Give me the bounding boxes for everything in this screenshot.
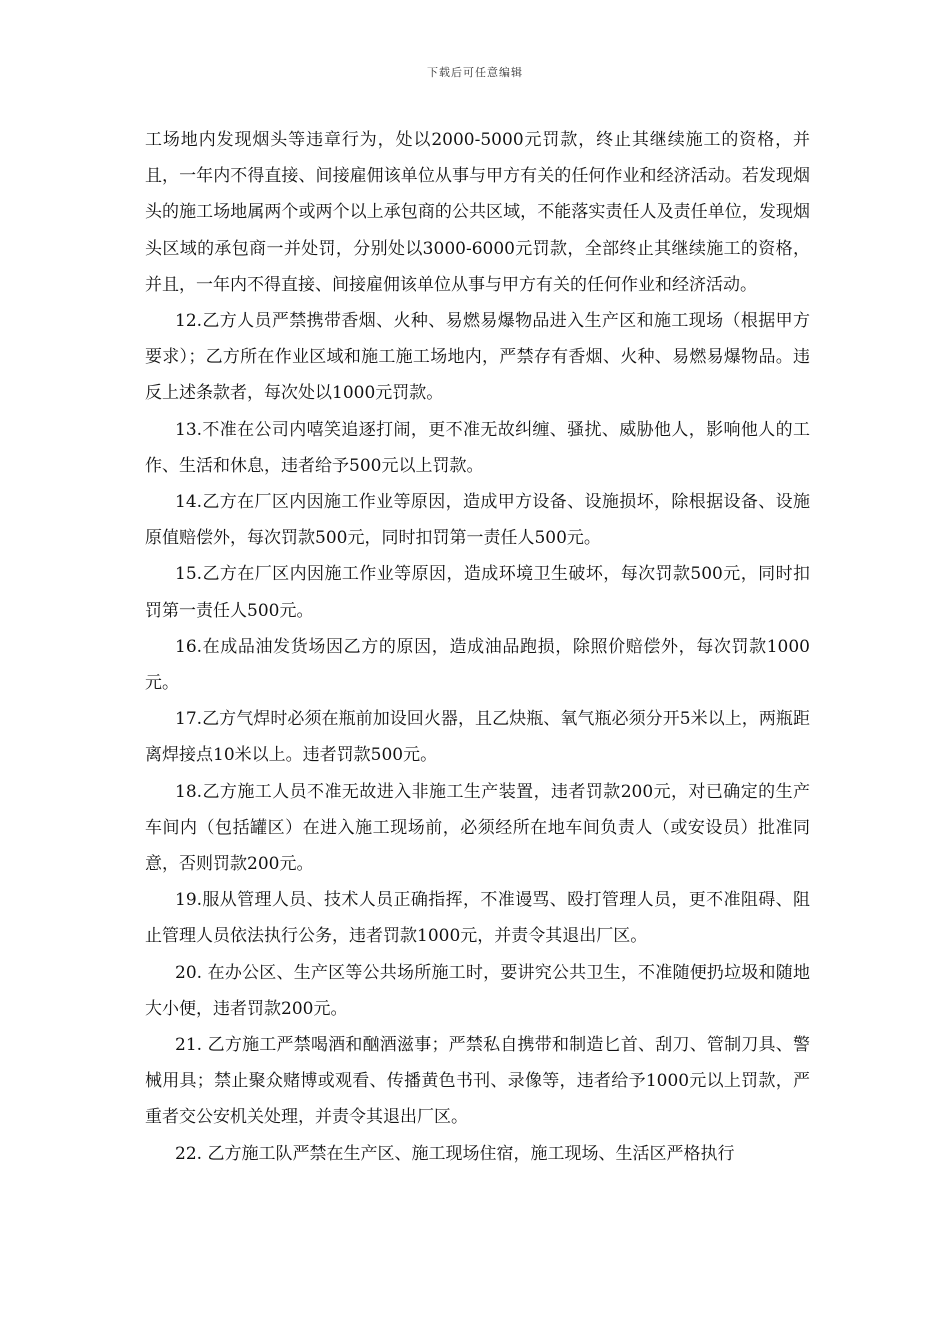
paragraph-item-17: 17.乙方气焊时必须在瓶前加设回火器，且乙炔瓶、氧气瓶必须分开5米以上，两瓶距离焊接点10米以上。违者罚款500元。 bbox=[145, 709, 810, 766]
page-header-note: 下载后可任意编辑 bbox=[427, 66, 523, 79]
paragraph-item-12: 12.乙方人员严禁携带香烟、火种、易燃易爆物品进入生产区和施工现场（根据甲方要求）；乙方所在作业区域和施工施工场地内，严禁存有香烟、火种、易燃易爆物品。违反上述条款者，每次处以1000元罚款。 bbox=[145, 311, 810, 404]
paragraph-continuation: 工场地内发现烟头等违章行为，处以2000-5000元罚款，终止其继续施工的资格，并且，一年内不得直接、间接雇佣该单位从事与甲方有关的任何作业和经济活动。若发现烟头的施工场地属两个或两个以上承包商的公共区域，不能落实责任人及责任单位，发现烟头区域的承包商一并处罚，分别处以3000-6000元罚款，全部终止其继续施工的资格，并且，一年内不得直接、间接雇佣该单位从事与甲方有关的任何作业和经济活动。 bbox=[145, 130, 810, 295]
paragraph-item-18: 18.乙方施工人员不准无故进入非施工生产装置，违者罚款200元，对已确定的生产车间内（包括罐区）在进入施工现场前，必须经所在地车间负责人（或安设员）批准同意，否则罚款200元。 bbox=[145, 781, 810, 875]
document-body bbox=[145, 122, 810, 1172]
paragraph-item-16: 16.在成品油发货场因乙方的原因，造成油品跑损，除照价赔偿外，每次罚款1000元。 bbox=[145, 636, 810, 694]
paragraph-item-21: 21. 乙方施工严禁喝酒和酗酒滋事；严禁私自携带和制造匕首、刮刀、管制刀具、警械用具；禁止聚众赌博或观看、传播黄色书刊、录像等，违者给予1000元以上罚款，严重者交公安机关处理，并责令其退出厂区。 bbox=[145, 1035, 810, 1128]
paragraph-item-19: 19.服从管理人员、技术人员正确指挥，不准谩骂、殴打管理人员，更不准阻碍、阻止管理人员依法执行公务，违者罚款1000元，并责令其退出厂区。 bbox=[145, 890, 810, 947]
paragraph-item-20: 20. 在办公区、生产区等公共场所施工时，要讲究公共卫生，不准随便扔垃圾和随地大小便，违者罚款200元。 bbox=[145, 962, 810, 1019]
paragraph-item-22: 22. 乙方施工队严禁在生产区、施工现场住宿，施工现场、生活区严格执行 bbox=[175, 1143, 735, 1164]
paragraph-item-14: 14.乙方在厂区内因施工作业等原因，造成甲方设备、设施损坏，除根据设备、设施原值赔偿外，每次罚款500元，同时扣罚第一责任人500元。 bbox=[145, 492, 810, 549]
paragraph-item-15: 15.乙方在厂区内因施工作业等原因，造成环境卫生破坏，每次罚款500元，同时扣罚第一责任人500元。 bbox=[145, 564, 810, 621]
paragraph-item-13: 13.不准在公司内嘻笑追逐打闹，更不准无故纠缠、骚扰、威胁他人，影响他人的工作、生活和休息，违者给予500元以上罚款。 bbox=[145, 419, 810, 476]
